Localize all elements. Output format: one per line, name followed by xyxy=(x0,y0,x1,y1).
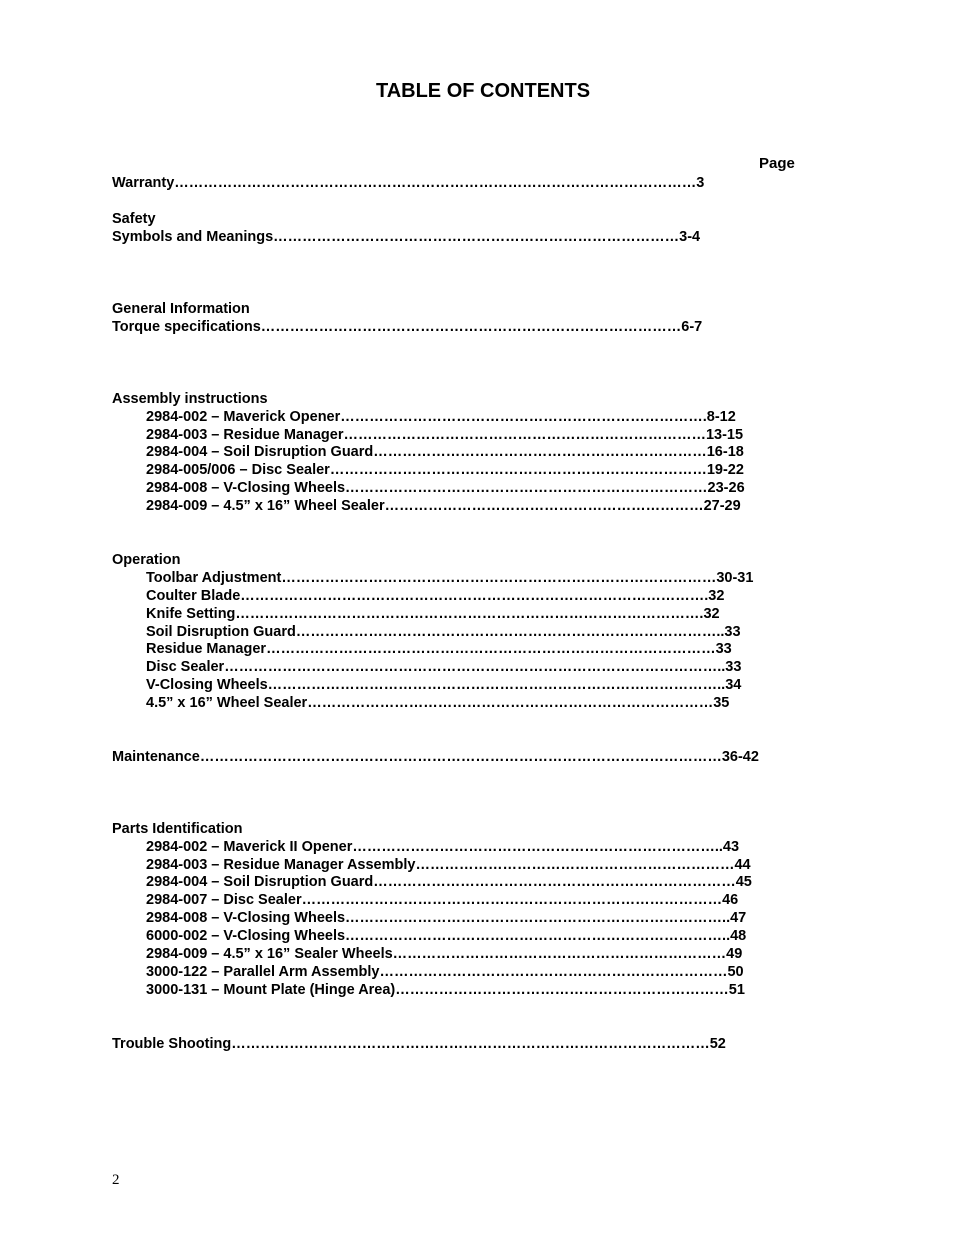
toc-entry-parallel-arm-assembly: 3000-122 – Parallel Arm Assembly………………………………………………………………50 xyxy=(146,964,744,980)
toc-entry-op-residue-manager: Residue Manager…………………………………………………………………………………33 xyxy=(146,641,732,657)
page-title: TABLE OF CONTENTS xyxy=(375,80,591,102)
toc-entry-coulter-blade: Coulter Blade…………………………………………………………………………………….32 xyxy=(146,588,725,604)
toc-entry-parts-soil-disruption-guard: 2984-004 – Soil Disruption Guard…………………………………………………………………45 xyxy=(146,874,752,890)
toc-entry-parts-disc-sealer: 2984-007 – Disc Sealer……………………………………………………………………………46 xyxy=(146,892,739,908)
toc-heading-operation: Operation xyxy=(112,552,181,568)
toc-heading-general-information: General Information xyxy=(112,301,250,317)
toc-entry-op-disc-sealer: Disc Sealer…………………………………………………………………………………………..33 xyxy=(146,659,742,675)
toc-entry-op-v-closing-wheels: V-Closing Wheels…………………………………………………………………………………..34 xyxy=(146,677,742,693)
toc-heading-assembly: Assembly instructions xyxy=(112,391,268,407)
toc-entry-residue-manager: 2984-003 – Residue Manager…………………………………………………………………13-15 xyxy=(146,427,744,443)
toc-entry-wheel-sealer: 2984-009 – 4.5” x 16” Wheel Sealer…………………………………………………………27-29 xyxy=(146,498,741,514)
toc-entry-maverick-opener: 2984-002 – Maverick Opener………………………………………………………………….8-12 xyxy=(146,409,736,425)
toc-entry-residue-manager-assembly: 2984-003 – Residue Manager Assembly…………………………………………………………44 xyxy=(146,857,751,873)
toc-entry-op-soil-disruption-guard: Soil Disruption Guard……………………………………………………………………………..33 xyxy=(146,624,741,640)
toc-entry-parts-v-closing-wheels-2984: 2984-008 – V-Closing Wheels……………………………………………………………………..47 xyxy=(146,910,747,926)
toc-entry-op-wheel-sealer: 4.5” x 16” Wheel Sealer…………………………………………………………………………35 xyxy=(146,695,730,711)
toc-entry-maverick-ii-opener: 2984-002 – Maverick II Opener…………………………………………………………………..43 xyxy=(146,839,740,855)
toc-entry-trouble-shooting: Trouble Shooting………………………………………………………………………………………52 xyxy=(112,1036,726,1052)
toc-entry-disc-sealer: 2984-005/006 – Disc Sealer……………………………………………………………………19-22 xyxy=(146,462,744,478)
toc-entry-parts-sealer-wheels: 2984-009 – 4.5” x 16” Sealer Wheels……………………………………………………………49 xyxy=(146,946,743,962)
toc-entry-symbols: Symbols and Meanings…………………………………………………………………………3-4 xyxy=(112,229,701,245)
page-number: 2 xyxy=(112,1172,120,1188)
toc-entry-torque: Torque specifications……………………………………………………………………………6-7 xyxy=(112,319,703,335)
toc-heading-safety: Safety xyxy=(112,211,156,227)
toc-entry-mount-plate: 3000-131 – Mount Plate (Hinge Area)……………………………………………………………51 xyxy=(146,982,745,998)
toc-entry-maintenance: Maintenance………………………………………………………………………………………………36-42 xyxy=(112,749,759,765)
toc-entry-parts-v-closing-wheels-6000: 6000-002 – V-Closing Wheels……………………………………………………………………..48 xyxy=(146,928,747,944)
page-column-header: Page xyxy=(759,155,795,172)
toc-heading-parts-identification: Parts Identification xyxy=(112,821,243,837)
toc-entry-toolbar-adjustment: Toolbar Adjustment………………………………………………………………………………30-31 xyxy=(146,570,754,586)
toc-entry-v-closing-wheels: 2984-008 – V-Closing Wheels…………………………………………………………………23-26 xyxy=(146,480,745,496)
toc-entry-knife-setting: Knife Setting…………………………………………………………………………………….32 xyxy=(146,606,720,622)
toc-entry-warranty: Warranty………………………………………………………………………………………………3 xyxy=(112,175,705,191)
toc-entry-soil-disruption-guard: 2984-004 – Soil Disruption Guard……………………………………………………………16-18 xyxy=(146,444,744,460)
